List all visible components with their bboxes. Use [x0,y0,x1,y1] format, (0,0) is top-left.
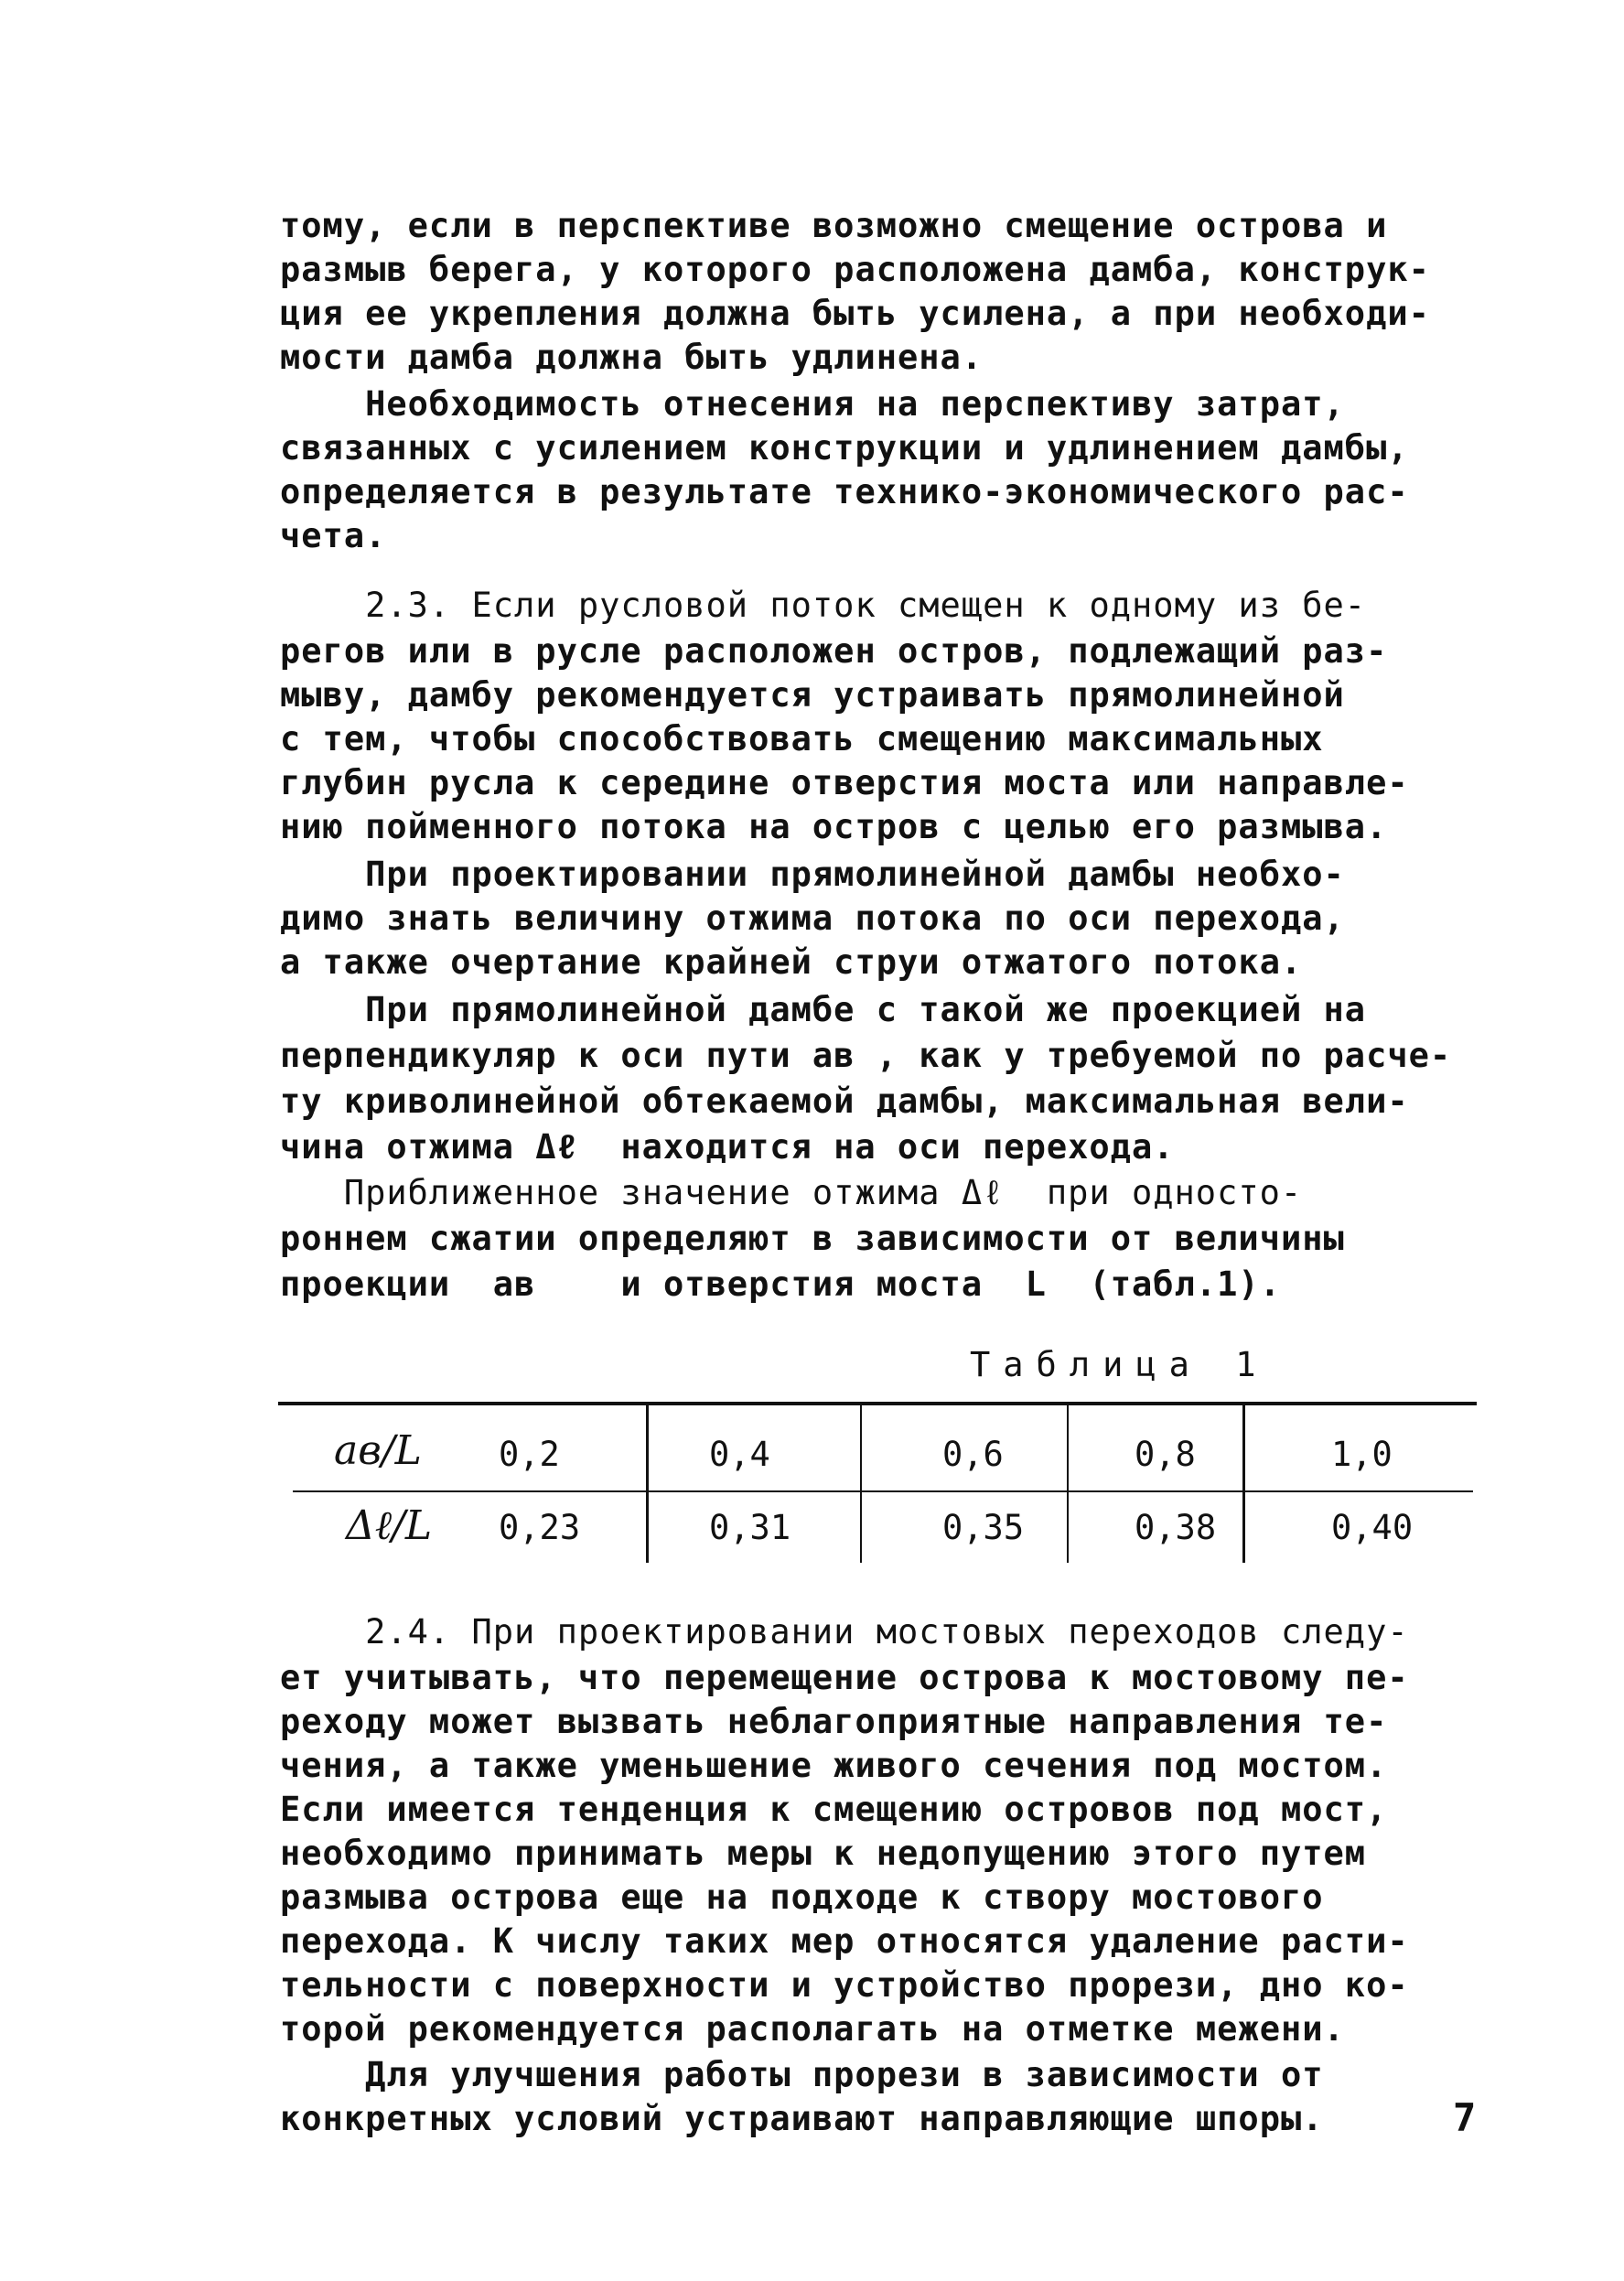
text-line: ция ее укрепления должна быть усилена, а при необходи- [280,294,1430,333]
text-line: размыв берега, у которого расположена дамба, конструк- [280,250,1430,289]
table-cell: 0,2 [499,1435,560,1474]
text-line: чина отжима Δℓ находится на оси перехода. [280,1127,1175,1167]
table-col-divider [1067,1405,1069,1563]
table-cell: 1,0 [1331,1435,1393,1474]
text-line: чета. [280,516,387,555]
text-line: чения, а также уменьшение живого сечения под мостом. [280,1746,1388,1785]
table-cell: 0,38 [1135,1508,1217,1547]
text-line: с тем, чтобы способствовать смещению максимальных [280,719,1324,759]
text-line: перпендикуляр к оси пути aв , как у требуемой по расче- [280,1036,1452,1075]
text-line: торой рекомендуется располагать на отметке межени. [280,2009,1345,2049]
table-cell: 0,8 [1135,1435,1196,1474]
table-col-divider [646,1405,649,1563]
text-line: размыва острова еще на подходе к створу мостового [280,1878,1324,1917]
text-line: глубин русла к середине отверстия моста или направле- [280,763,1409,802]
table-caption: Таблица 1 [970,1345,1269,1384]
table-col-divider [1242,1405,1245,1563]
table-cell: 0,35 [942,1508,1025,1547]
text-line: Необходимость отнесения на перспективу затрат, [280,384,1345,424]
table-cell: 0,23 [499,1508,581,1547]
text-line: При проектировании прямолинейной дамбы необхо- [280,855,1345,894]
text-line: При прямолинейной дамбе с такой же проекцией на [280,990,1367,1029]
text-line: тому, если в перспективе возможно смещение острова и [280,206,1388,245]
text-line: роннем сжатии определяют в зависимости от величины [280,1219,1345,1258]
text-line: мости дамба должна быть удлинена. [280,338,984,377]
text-line: определяется в результате технико-экономического рас- [280,472,1409,511]
text-line: 2.3. Если русловой поток смещен к одному из бе- [280,586,1367,625]
table-top-rule [278,1402,1477,1405]
table-cell: 0,6 [942,1435,1004,1474]
text-line: проекции aв и отверстия моста L (табл.1). [280,1264,1281,1304]
text-line: димо знать величину отжима потока по оси перехода, [280,898,1345,938]
text-line: Для улучшения работы прорези в зависимости от [280,2055,1324,2094]
text-line: конкретных условий устраивают направляющие шпоры. [280,2099,1324,2138]
text-line: Приближенное значение отжима Δℓ при односто- [280,1173,1303,1212]
table-row-header: aв/L [334,1427,422,1474]
page-number: 7 [1453,2095,1477,2140]
text-line: а также очертание крайней струи отжатого потока. [280,942,1303,982]
text-line: необходимо принимать меры к недопущению этого путем [280,1834,1367,1873]
text-line: ту криволинейной обтекаемой дамбы, максимальная вели- [280,1081,1409,1121]
table-col-divider [860,1405,862,1563]
table-cell: 0,4 [709,1435,770,1474]
text-line: нию пойменного потока на остров с целью его размыва. [280,807,1388,846]
table-row-header: Δℓ/L [346,1502,433,1549]
text-line: 2.4. При проектировании мостовых переходов следу- [280,1612,1409,1652]
text-line: мыву, дамбу рекомендуется устраивать прямолинейной [280,675,1345,715]
table-cell: 0,31 [709,1508,791,1547]
text-line: тельности с поверхности и устройство прорези, дно ко- [280,1965,1409,2005]
text-line: ет учитывать, что перемещение острова к мостовому пе- [280,1658,1409,1697]
table-row-divider [293,1490,1473,1492]
text-line: Если имеется тенденция к смещению островов под мост, [280,1790,1388,1829]
text-line: перехода. К числу таких мер относятся удаление расти- [280,1921,1409,1961]
text-line: реходу может вызвать неблагоприятные направления те- [280,1702,1388,1741]
text-line: связанных с усилением конструкции и удлинением дамбы, [280,428,1409,468]
table-cell: 0,40 [1331,1508,1414,1547]
text-line: регов или в русле расположен остров, подлежащий раз- [280,631,1388,671]
